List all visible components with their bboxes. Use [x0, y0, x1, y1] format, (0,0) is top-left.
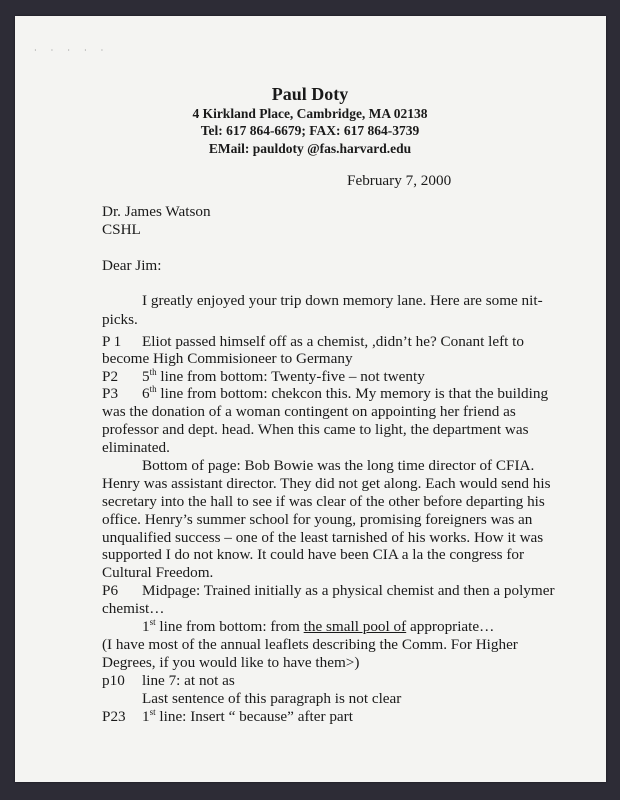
- note-text: become High Commisioneer to Germany: [102, 350, 353, 367]
- note-text: [142, 385, 548, 403]
- note-rest: appropriate…: [406, 618, 495, 635]
- note-text: (I have most of the annual leaflets describing the Comm. For Higher: [102, 636, 518, 653]
- note-text: Henry was assistant director. They did not get along. Each would send his: [102, 475, 551, 492]
- note-text: supported I do not know. It could have been CIA a la the congress for: [102, 546, 525, 563]
- note-text: [142, 708, 353, 726]
- salutation: Dear Jim:: [102, 257, 162, 274]
- letterhead-email: EMail: pauldoty @fas.harvard.edu: [208, 141, 412, 156]
- ordinal-suffix: st: [149, 616, 156, 627]
- note-rest: line from bottom: Twenty-five – not twenty: [156, 368, 425, 385]
- ordinal-suffix: st: [149, 706, 156, 717]
- note-rest: line: Insert “ because” after part: [155, 708, 353, 725]
- note-text: professor and dept. head. When this came to light, the department was: [102, 421, 529, 438]
- note-text: secretary into the hall to see if was clear of the other before departing his: [102, 493, 545, 510]
- letterhead-name: Paul Doty: [271, 84, 349, 104]
- note-text: line 7: at not as: [142, 672, 235, 689]
- note-label: P23: [102, 708, 126, 725]
- underlined-phrase: the small pool of: [303, 618, 407, 635]
- ordinal-suffix: th: [149, 383, 157, 394]
- note-text: office. Henry’s summer school for young, promising foreigners was an: [102, 511, 533, 528]
- note-rest: line from bottom: chekcon this. My memory is that the building: [156, 385, 549, 402]
- note-text: Last sentence of this paragraph is not clear: [142, 690, 402, 707]
- note-text: was the donation of a woman contingent on appointing her friend as: [102, 403, 516, 420]
- note-text: chemist…: [102, 600, 165, 617]
- intro-line: picks.: [102, 311, 138, 328]
- letter-date: February 7, 2000: [347, 172, 452, 189]
- note-text: unqualified success – one of the least tarnished of his works. How it was: [102, 529, 544, 546]
- note-text: [142, 368, 425, 386]
- ordinal: 6: [142, 385, 150, 402]
- intro-line: I greatly enjoyed your trip down memory lane. Here are some nit-: [142, 292, 543, 309]
- note-label: p10: [102, 672, 125, 689]
- note-label: P3: [102, 385, 119, 402]
- note-label: P6: [102, 582, 119, 599]
- letterhead-address: 4 Kirkland Place, Cambridge, MA 02138: [192, 106, 428, 121]
- note-text: Eliot passed himself off as a chemist, ,didn’t he? Conant left to: [142, 333, 525, 350]
- note-rest: line from bottom: from: [155, 618, 304, 635]
- note-text: Midpage: Trained initially as a physical chemist and then a polymer: [142, 582, 555, 599]
- recipient-org: CSHL: [102, 221, 141, 238]
- ordinal: 1: [142, 618, 150, 635]
- note-label: P2: [102, 368, 119, 385]
- scan-marks: · · · · ·: [34, 46, 110, 55]
- letterhead-phone: Tel: 617 864-6679; FAX: 617 864-3739: [200, 123, 420, 138]
- note-text: eliminated.: [102, 439, 170, 456]
- ordinal: 1: [142, 708, 150, 725]
- recipient-name: Dr. James Watson: [102, 203, 211, 220]
- ordinal: 5: [142, 368, 150, 385]
- note-text: [142, 618, 494, 636]
- note-text: Bottom of page: Bob Bowie was the long time director of CFIA.: [142, 457, 535, 474]
- note-label: P 1: [102, 333, 122, 350]
- note-text: Cultural Freedom.: [102, 564, 214, 581]
- note-text: Degrees, if you would like to have them>): [102, 654, 360, 671]
- ordinal-suffix: th: [149, 366, 157, 377]
